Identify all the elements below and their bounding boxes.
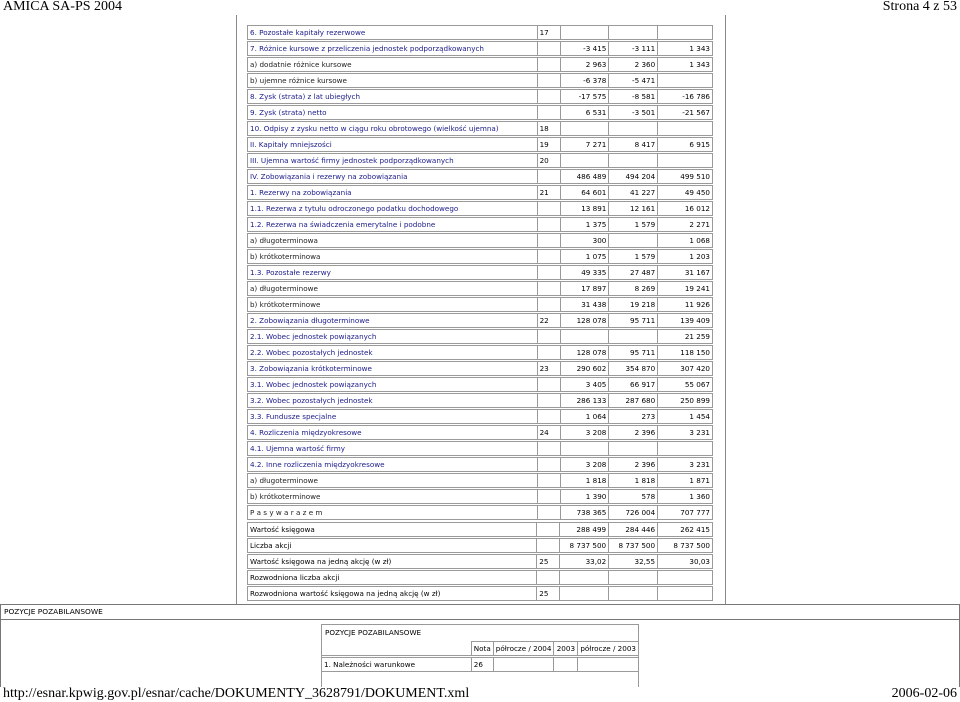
value-h1-2003: 16 012 [658,202,713,216]
row-label: 4.1. Ujemna wartość firmy [248,442,538,456]
row-note [537,506,560,520]
table-row [248,170,713,184]
column-header: półrocze / 2004 [493,642,554,656]
row-label: 8. Zysk (strata) z lat ubiegłych [248,90,538,104]
value-h1-2004: 1 075 [560,250,609,264]
value-h1-2003 [658,571,713,585]
row-label: 7. Różnice kursowe z przeliczenia jednostek podporządkowanych [248,42,538,56]
table-row [248,314,713,328]
value-2003: 354 870 [609,362,658,376]
value-h1-2003: 49 450 [658,186,713,200]
value-2003 [609,122,658,136]
value-h1-2003 [658,442,713,456]
row-note: 26 [471,658,493,672]
value-h1-2003: 1 871 [658,474,713,488]
table-row [248,555,713,569]
row-label: 1. Należności warunkowe [322,658,472,672]
row-note [537,523,560,537]
header-page-number: Strona 4 z 53 [882,0,957,14]
balance-liabilities-table [247,25,713,520]
row-note [537,106,560,120]
value-2003: 41 227 [609,186,658,200]
value-2003 [609,571,658,585]
row-label: 2.2. Wobec pozostałych jednostek [248,346,538,360]
value-h1-2003: 55 067 [658,378,713,392]
value-h1-2003: 11 926 [658,298,713,312]
table-row [248,202,713,216]
value-2003: 2 396 [609,426,658,440]
table-row [248,218,713,232]
value-h1-2003: 139 409 [658,314,713,328]
row-note [537,458,560,472]
row-note [537,474,560,488]
value-2003 [609,330,658,344]
value-h1-2004: 486 489 [560,170,609,184]
table-row [248,539,713,553]
value-h1-2004 [560,442,609,456]
row-label: b) krótkoterminowa [248,250,538,264]
value-2003: 287 680 [609,394,658,408]
row-note [537,170,560,184]
value-h1-2004: 13 891 [560,202,609,216]
table-row [248,90,713,104]
table-row [248,378,713,392]
row-label: 9. Zysk (strata) netto [248,106,538,120]
value-h1-2003: 30,03 [658,555,713,569]
row-note [537,346,560,360]
value-h1-2003: 707 777 [658,506,713,520]
value-2003: 284 446 [609,523,658,537]
value-2003: -5 471 [609,74,658,88]
value-h1-2004: 6 531 [560,106,609,120]
value-h1-2004: 128 078 [560,314,609,328]
table-row [248,506,713,520]
row-label: b) krótkoterminowe [248,490,538,504]
row-note [537,234,560,248]
table-row [248,298,713,312]
table-row [322,658,639,672]
table-row [248,458,713,472]
row-label: 3.3. Fundusze specjalne [248,410,538,424]
row-note: 21 [537,186,560,200]
row-note [537,571,560,585]
value-h1-2003: 3 231 [658,458,713,472]
value-2003: -8 581 [609,90,658,104]
column-header: półrocze / 2003 [578,642,639,656]
row-note: 19 [537,138,560,152]
value-2003: 8 737 500 [609,539,658,553]
row-label: Wartość księgowa na jedną akcję (w zł) [248,555,537,569]
row-label: b) krótkoterminowe [248,298,538,312]
row-label: b) ujemne różnice kursowe [248,74,538,88]
value-2003: 1 818 [609,474,658,488]
value-2003: 2 360 [609,58,658,72]
value-2003: 578 [609,490,658,504]
table-row [248,266,713,280]
row-note: 20 [537,154,560,168]
value-h1-2003: 31 167 [658,266,713,280]
value-h1-2003: 1 360 [658,490,713,504]
row-label: Liczba akcji [248,539,537,553]
row-label: 10. Odpisy z zysku netto w ciągu roku obrotowego (wielkość ujemna) [248,122,538,136]
row-label: 1. Rezerwy na zobowiązania [248,186,538,200]
table-row [248,58,713,72]
value-h1-2003: 6 915 [658,138,713,152]
value-h1-2004: 1 064 [560,410,609,424]
table-row [248,250,713,264]
value-2003: 1 579 [609,218,658,232]
value-h1-2004: 64 601 [560,186,609,200]
row-label: a) długoterminowe [248,474,538,488]
row-label: 4. Rozliczenia międzyokresowe [248,426,538,440]
value-2003 [609,587,658,601]
table-row [248,106,713,120]
table-row [248,587,713,601]
row-label: 3.1. Wobec jednostek powiązanych [248,378,538,392]
table-row [248,474,713,488]
value-h1-2004 [560,587,609,601]
table-row [248,154,713,168]
value-2003: 273 [609,410,658,424]
value-h1-2003: 2 271 [658,218,713,232]
row-note: 23 [537,362,560,376]
table-row [248,74,713,88]
value-h1-2004: 17 897 [560,282,609,296]
row-label: 2.1. Wobec jednostek powiązanych [248,330,538,344]
row-label: 4.2. Inne rozliczenia międzyokresowe [248,458,538,472]
value-h1-2004 [560,571,609,585]
row-label: 2. Zobowiązania długoterminowe [248,314,538,328]
row-note: 22 [537,314,560,328]
row-label: 1.3. Pozostałe rezerwy [248,266,538,280]
table-row [248,394,713,408]
row-label: a) długoterminowe [248,282,538,296]
off-balance-inner-title: POZYCJE POZABILANSOWE [325,628,422,637]
value-h1-2003: 1 454 [658,410,713,424]
value-2003: 8 269 [609,282,658,296]
print-header [0,0,960,16]
row-note: 25 [537,555,560,569]
value-h1-2003 [658,154,713,168]
row-note [537,58,560,72]
row-label: IV. Zobowiązania i rezerwy na zobowiązania [248,170,538,184]
value-h1-2003: -16 786 [658,90,713,104]
value-h1-2004: -6 378 [560,74,609,88]
value-2003: 12 161 [609,202,658,216]
row-note [537,539,560,553]
off-balance-header-row [322,642,639,656]
table-row [248,346,713,360]
value-h1-2003: 19 241 [658,282,713,296]
row-note: 25 [537,587,560,601]
value-2003: 95 711 [609,346,658,360]
value-h1-2003: 118 150 [658,346,713,360]
table-row [248,234,713,248]
value-h1-2003: 250 899 [658,394,713,408]
value-2003: -3 501 [609,106,658,120]
table-row [248,362,713,376]
row-label: Rozwodniona wartość księgowa na jedną akcję (w zł) [248,587,537,601]
value-h1-2004: 31 438 [560,298,609,312]
row-label: P a s y w a r a z e m [248,506,538,520]
value-h1-2004: 300 [560,234,609,248]
value-2003: 95 711 [609,314,658,328]
value-h1-2004: -3 415 [560,42,609,56]
row-note: 17 [537,26,560,40]
value-h1-2004: 2 963 [560,58,609,72]
value-h1-2003: 8 737 500 [658,539,713,553]
value-2003 [554,658,578,672]
value-h1-2003 [658,74,713,88]
value-h1-2003: 1 343 [658,42,713,56]
row-note [537,490,560,504]
row-label: II. Kapitały mniejszości [248,138,538,152]
print-footer [0,686,960,702]
value-h1-2004: 3 208 [560,458,609,472]
row-label: 1.1. Rezerwa z tytułu odroczonego podatku dochodowego [248,202,538,216]
value-h1-2004: 33,02 [560,555,609,569]
value-h1-2003: 307 420 [658,362,713,376]
column-header: Nota [471,642,493,656]
value-h1-2004 [560,26,609,40]
header-title: AMICA SA-PS 2004 [3,0,123,14]
row-label: a) długoterminowa [248,234,538,248]
row-note [537,442,560,456]
row-label: III. Ujemna wartość firmy jednostek podporządkowanych [248,154,538,168]
table-row [248,442,713,456]
value-h1-2003 [578,658,639,672]
value-h1-2004: 738 365 [560,506,609,520]
value-h1-2004 [560,330,609,344]
value-h1-2004: 1 390 [560,490,609,504]
value-h1-2004 [560,154,609,168]
row-label: 3.2. Wobec pozostałych jednostek [248,394,538,408]
value-h1-2004: 1 818 [560,474,609,488]
table-row [248,122,713,136]
value-h1-2003 [658,26,713,40]
value-h1-2004: 3 208 [560,426,609,440]
value-h1-2003: 262 415 [658,523,713,537]
value-2003: 726 004 [609,506,658,520]
value-h1-2003 [658,122,713,136]
table-row [248,138,713,152]
value-h1-2003: 499 510 [658,170,713,184]
row-note: 18 [537,122,560,136]
row-note [537,298,560,312]
value-h1-2004: 288 499 [560,523,609,537]
table-row [248,42,713,56]
value-2003: 8 417 [609,138,658,152]
value-2003 [609,442,658,456]
value-h1-2004: 7 271 [560,138,609,152]
value-h1-2003: 21 259 [658,330,713,344]
footer-url: http://esnar.kpwig.gov.pl/esnar/cache/DOKUMENTY_3628791/DOKUMENT.xml [3,686,470,701]
value-h1-2003: -21 567 [658,106,713,120]
value-h1-2004: 49 335 [560,266,609,280]
table-row [248,410,713,424]
row-note: 24 [537,426,560,440]
value-2003: -3 111 [609,42,658,56]
row-note [537,266,560,280]
off-balance-title: POZYCJE POZABILANSOWE [4,607,103,616]
column-header [322,642,472,656]
row-note [537,394,560,408]
value-h1-2004: 3 405 [560,378,609,392]
table-row [248,571,713,585]
table-row [248,186,713,200]
row-note [537,90,560,104]
column-header: 2003 [554,642,578,656]
value-2003: 27 487 [609,266,658,280]
row-note [537,250,560,264]
value-2003: 494 204 [609,170,658,184]
value-h1-2003 [658,587,713,601]
table-row [248,426,713,440]
value-h1-2004 [493,658,554,672]
row-note [537,410,560,424]
row-label: a) dodatnie różnice kursowe [248,58,538,72]
row-label: Wartość księgowa [248,523,537,537]
table-row [248,26,713,40]
row-label: Rozwodniona liczba akcji [248,571,537,585]
value-h1-2003: 1 203 [658,250,713,264]
value-h1-2004: 128 078 [560,346,609,360]
off-balance-table [321,641,639,672]
row-note [537,202,560,216]
value-h1-2004: 290 602 [560,362,609,376]
value-2003: 66 917 [609,378,658,392]
footer-date: 2006-02-06 [891,686,957,701]
table-row [248,330,713,344]
value-2003: 1 579 [609,250,658,264]
value-2003: 19 218 [609,298,658,312]
value-h1-2003: 1 068 [658,234,713,248]
row-note [537,330,560,344]
value-h1-2004: 1 375 [560,218,609,232]
value-h1-2003: 3 231 [658,426,713,440]
row-note [537,282,560,296]
value-2003 [609,154,658,168]
row-label: 1.2. Rezerwa na świadczenia emerytalne i podobne [248,218,538,232]
value-h1-2004 [560,122,609,136]
table-row [248,490,713,504]
book-value-table [247,522,713,601]
table-row [248,523,713,537]
row-note [537,74,560,88]
row-label: 3. Zobowiązania krótkoterminowe [248,362,538,376]
row-note [537,378,560,392]
row-note [537,218,560,232]
value-h1-2004: 8 737 500 [560,539,609,553]
row-note [537,42,560,56]
value-h1-2003: 1 343 [658,58,713,72]
value-2003 [609,234,658,248]
value-2003 [609,26,658,40]
table-row [248,282,713,296]
section-divider [1,619,959,620]
row-label: 6. Pozostałe kapitały rezerwowe [248,26,538,40]
value-h1-2004: 286 133 [560,394,609,408]
value-h1-2004: -17 575 [560,90,609,104]
value-2003: 32,55 [609,555,658,569]
value-2003: 2 396 [609,458,658,472]
